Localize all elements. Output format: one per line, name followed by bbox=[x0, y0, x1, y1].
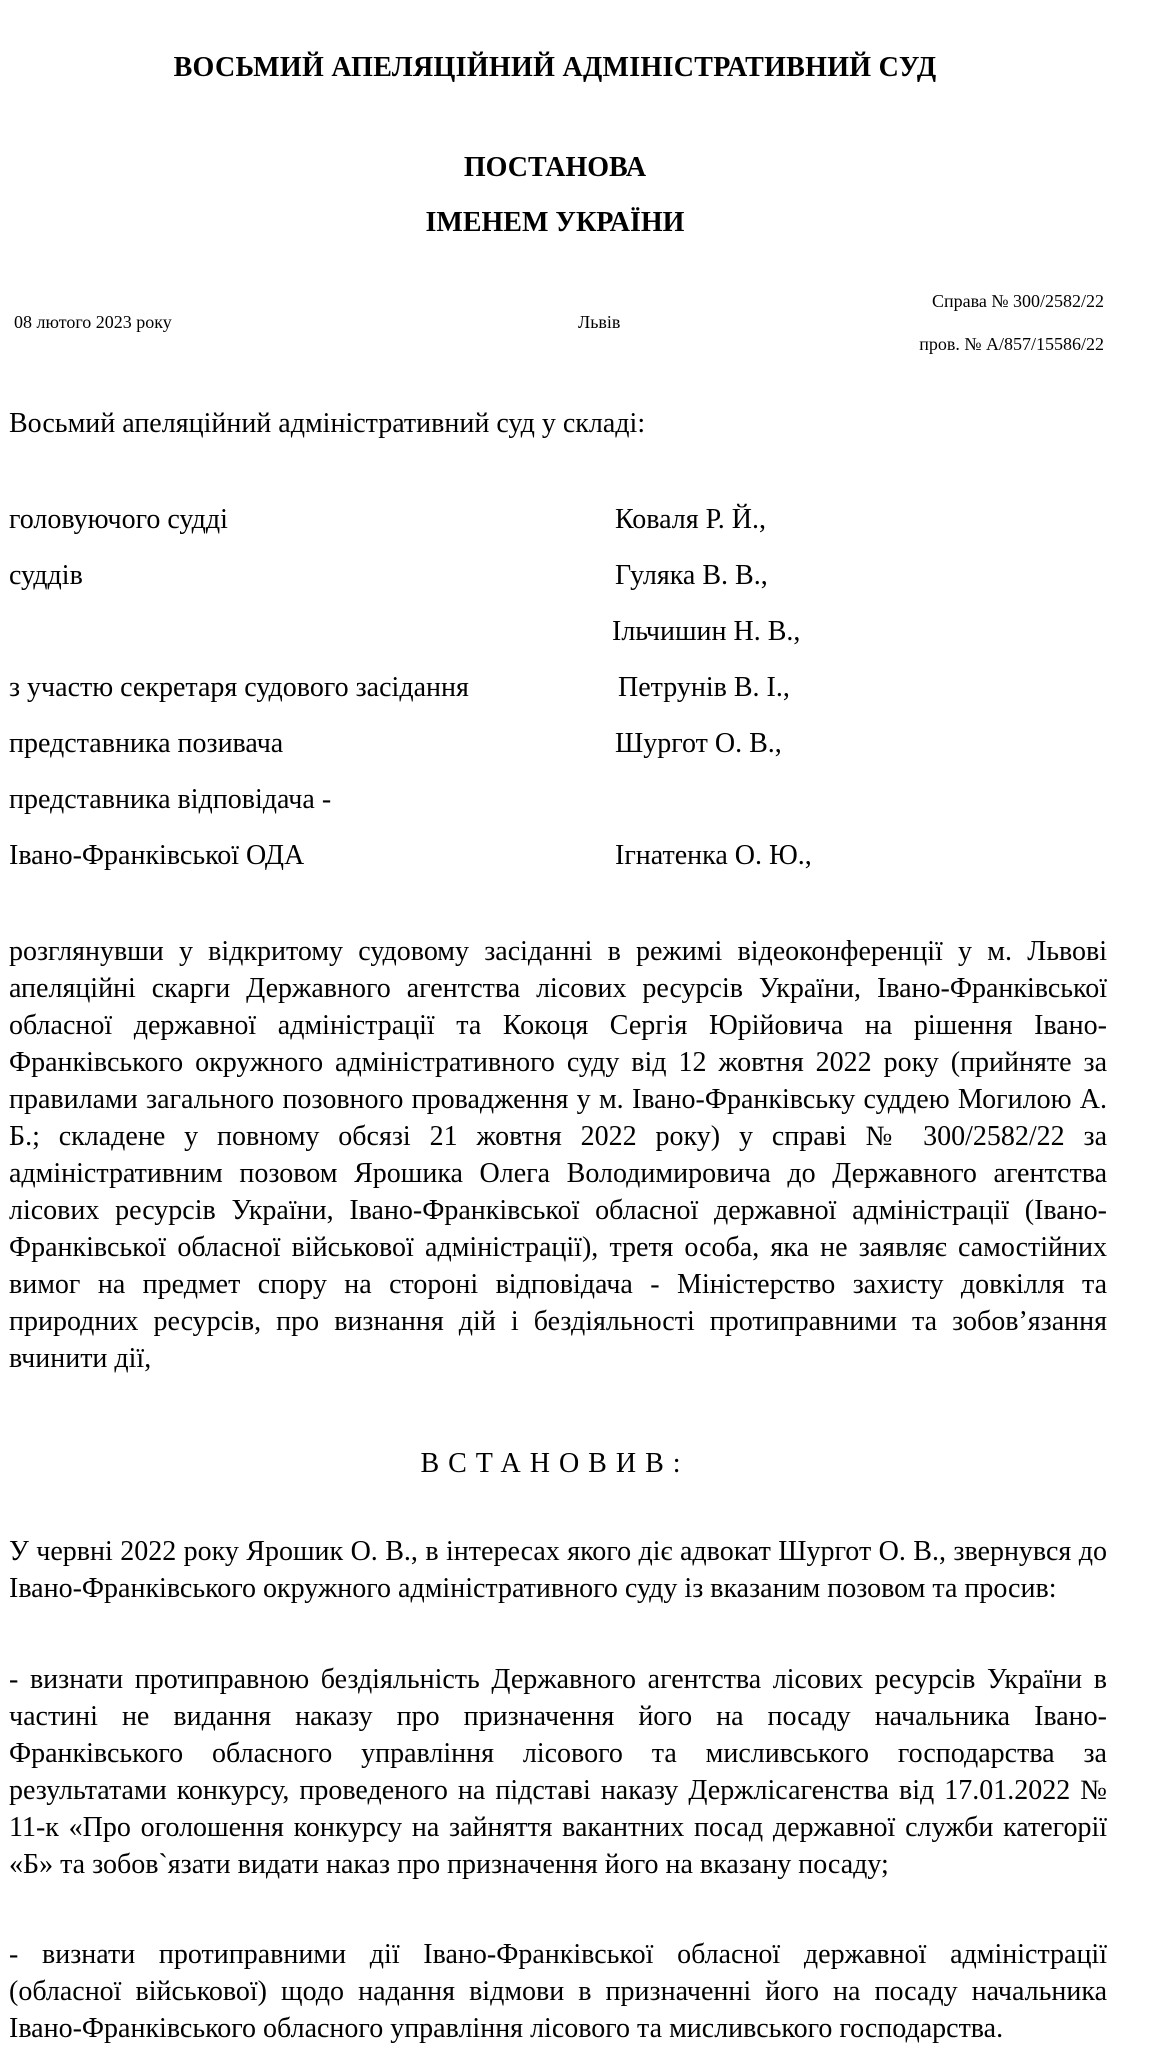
panel-role: Івано-Франківської ОДА bbox=[9, 840, 305, 871]
panel-row-secretary bbox=[9, 672, 1109, 708]
case-number: Справа № 300/2582/22 bbox=[931, 291, 1104, 311]
panel-row-presiding-judge bbox=[9, 504, 1109, 540]
body-paragraph: - визнати протиправними дії Івано-Франківської обласної державної адміністрації (обласної військової) щодо надання відмови в призначенні його на посаду начальника Івано-Франківського обласного управління лісового та мисливського господарства. bbox=[9, 1939, 1107, 2044]
panel-role: суддів bbox=[9, 560, 83, 591]
panel-name: Шургот О. В., bbox=[615, 728, 782, 759]
decision-date: 08 лютого 2023 року bbox=[14, 312, 172, 332]
proceeding-number: пров. № А/857/15586/22 bbox=[919, 334, 1104, 354]
panel-row-defendant-representative bbox=[9, 784, 1109, 820]
panel-name: Коваля Р. Й., bbox=[615, 504, 766, 535]
court-name-heading: ВОСЬМИЙ АПЕЛЯЦІЙНИЙ АДМІНІСТРАТИВНИЙ СУД bbox=[173, 52, 937, 83]
panel-name: Ігнатенка О. Ю., bbox=[615, 840, 812, 871]
panel-role: представника позивача bbox=[9, 728, 284, 759]
panel-name: Петрунів В. І., bbox=[618, 672, 790, 703]
considered-paragraph: розглянувши у відкритому судовому засіданні в режимі відеоконференції у м. Львові апеляційні скарги Державного агентства лісових ресурсів України, Івано-Франківської обласної державної адміністрації та Кокоця Сергія Юрійовича на рішення Івано-Франківського окружного адміністративного суду від 12 жовтня 2022 року (прийняте за правилами загального позовного провадження у м. Івано-Франківську суддею Могилою А. Б.; складене у повному обсязі 21 жовтня 2022 року) у справі № 300/2582/22 за адміністративним позовом Ярошика Олега Володимировича до Державного агентства лісових ресурсів України, Івано-Франківської обласної державної адміністрації (Івано-Франківської обласної військової адміністрації), третя особа, яка не заявляє самостійних вимог на предмет спору на стороні відповідача - Міністерство захисту довкілля та природних ресурсів, про визнання дій і бездіяльності протиправними та зобов’язання вчинити дії, bbox=[9, 936, 1107, 1374]
panel-role: з участю секретаря судового засідання bbox=[9, 672, 469, 703]
panel-role: представника відповідача - bbox=[9, 784, 332, 815]
panel-name: Ільчишин Н. В., bbox=[612, 616, 801, 647]
panel-role: головуючого судді bbox=[9, 504, 228, 535]
in-the-name-heading: ІМЕНЕМ УКРАЇНИ bbox=[425, 207, 685, 238]
panel-row-plaintiff-representative bbox=[9, 728, 1109, 764]
panel-row-judge-2 bbox=[9, 616, 1109, 652]
decision-city: Львів bbox=[578, 312, 621, 332]
panel-name: Гуляка В. В., bbox=[615, 560, 768, 591]
document-type-heading: ПОСТАНОВА bbox=[463, 152, 647, 183]
body-paragraph: - визнати протиправною бездіяльність Державного агентства лісових ресурсів України в частині не видання наказу про призначення його на посаду начальника Івано-Франківського обласного управління лісового та мисливського господарства за результатами конкурсу, проведеного на підставі наказу Держлісагенства від 17.01.2022 № 11-к «Про оголошення конкурсу на зайняття вакантних посад державної служби категорії «Б» та зобов`язати видати наказ про призначення його на вказану посаду; bbox=[9, 1664, 1107, 1880]
body-paragraph: У червні 2022 року Ярошик О. В., в інтересах якого діє адвокат Шургот О. В., звернувся до Івано-Франківського окружного адміністративного суду із вказаним позовом та просив: bbox=[9, 1536, 1107, 1604]
composition-intro: Восьмий апеляційний адміністративний суд у складі: bbox=[9, 408, 646, 439]
established-heading: ВСТАНОВИВ: bbox=[420, 1448, 690, 1479]
panel-row-defendant-organisation bbox=[9, 840, 1109, 876]
panel-row-judges bbox=[9, 560, 1109, 596]
